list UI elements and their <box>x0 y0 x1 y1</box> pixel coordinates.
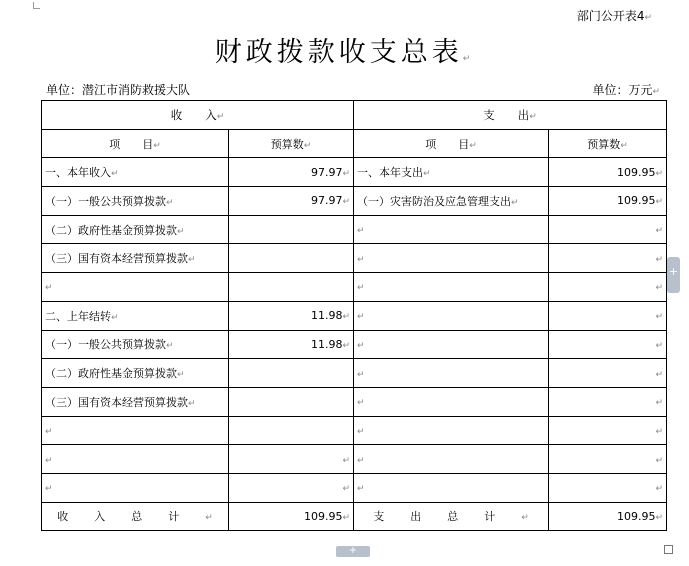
income-section-header: 收 入↵ <box>42 101 354 130</box>
column-header-row <box>42 129 667 158</box>
income-item-cell: （二）政府性基金预算拨款↵ <box>42 215 229 244</box>
expense-item-cell: ↵ <box>354 416 549 445</box>
expense-budget-cell: ↵ <box>549 387 667 416</box>
income-budget-cell: ↵ <box>229 445 354 474</box>
unit-currency-label: 单位：万元↵ <box>592 83 660 97</box>
income-item-cell: 一、本年收入↵ <box>42 158 229 187</box>
expense-budget-cell: ↵ <box>549 301 667 330</box>
expense-item-cell: ↵ <box>354 273 549 302</box>
table-add-row-handle[interactable]: + <box>336 546 370 557</box>
total-row <box>42 502 667 531</box>
expense-budget-cell: ↵ <box>549 445 667 474</box>
expense-item-cell: ↵ <box>354 445 549 474</box>
table-row <box>42 244 667 273</box>
page-corner-mark <box>33 2 40 9</box>
expense-item-cell: （一）灾害防治及应急管理支出↵ <box>354 187 549 216</box>
expense-item-cell: ↵ <box>354 244 549 273</box>
table-row <box>42 416 667 445</box>
expense-item-cell: ↵ <box>354 215 549 244</box>
income-item-cell: （一）一般公共预算拨款↵ <box>42 187 229 216</box>
page-title: 财政拨款收支总表↵ <box>214 37 475 68</box>
income-item-cell: （三）国有资本经营预算拨款↵ <box>42 244 229 273</box>
table-row <box>42 445 667 474</box>
income-item-cell: （一）一般公共预算拨款↵ <box>42 330 229 359</box>
expense-budget-cell: ↵ <box>549 215 667 244</box>
table-row <box>42 387 667 416</box>
total-income-label: 收入总计↵ <box>42 502 229 531</box>
income-budget-cell: 97.97↵ <box>229 158 354 187</box>
expense-item-header: 项 目↵ <box>354 129 549 158</box>
table-row <box>42 273 667 302</box>
income-budget-cell <box>229 387 354 416</box>
expense-item-cell: ↵ <box>354 359 549 388</box>
form-number-label: 部门公开表4↵ <box>576 9 652 23</box>
expense-budget-cell: ↵ <box>549 330 667 359</box>
table-row <box>42 330 667 359</box>
expense-budget-cell: ↵ <box>549 359 667 388</box>
table-row <box>42 473 667 502</box>
total-expense-label: 支出总计↵ <box>354 502 549 531</box>
section-header-row <box>42 101 667 130</box>
table-row <box>42 158 667 187</box>
income-item-cell: （三）国有资本经营预算拨款↵ <box>42 387 229 416</box>
expense-budget-cell: 109.95↵ <box>549 187 667 216</box>
expense-budget-cell: ↵ <box>549 273 667 302</box>
income-budget-cell: 97.97↵ <box>229 187 354 216</box>
income-budget-header: 预算数↵ <box>229 129 354 158</box>
income-budget-cell <box>229 416 354 445</box>
expense-budget-header: 预算数↵ <box>549 129 667 158</box>
expense-item-cell: 一、本年支出↵ <box>354 158 549 187</box>
income-budget-cell <box>229 215 354 244</box>
expense-budget-cell: ↵ <box>549 244 667 273</box>
income-item-cell: ↵ <box>42 416 229 445</box>
table-row <box>42 187 667 216</box>
total-expense-value: 109.95↵ <box>549 502 667 531</box>
table-resize-handle[interactable] <box>664 545 673 554</box>
expense-item-cell: ↵ <box>354 330 549 359</box>
expense-budget-cell: ↵ <box>549 416 667 445</box>
income-item-cell: ↵ <box>42 273 229 302</box>
income-item-cell: ↵ <box>42 473 229 502</box>
income-item-cell: 二、上年结转↵ <box>42 301 229 330</box>
income-item-cell: ↵ <box>42 445 229 474</box>
total-income-value: 109.95↵ <box>229 502 354 531</box>
unit-organization-label: 单位：潜江市消防救援大队 <box>46 83 191 97</box>
income-budget-cell: 11.98↵ <box>229 330 354 359</box>
expense-item-cell: ↵ <box>354 387 549 416</box>
expense-budget-cell: ↵ <box>549 473 667 502</box>
budget-summary-table <box>41 100 667 531</box>
table-row <box>42 215 667 244</box>
table-add-column-handle[interactable]: + <box>667 257 680 293</box>
income-budget-cell <box>229 244 354 273</box>
income-item-cell: （二）政府性基金预算拨款↵ <box>42 359 229 388</box>
income-budget-cell <box>229 273 354 302</box>
expense-section-header: 支 出↵ <box>354 101 667 130</box>
table-row <box>42 301 667 330</box>
expense-item-cell: ↵ <box>354 473 549 502</box>
income-budget-cell <box>229 359 354 388</box>
table-row <box>42 359 667 388</box>
income-budget-cell: ↵ <box>229 473 354 502</box>
expense-budget-cell: 109.95↵ <box>549 158 667 187</box>
income-budget-cell: 11.98↵ <box>229 301 354 330</box>
income-item-header: 项 目↵ <box>42 129 229 158</box>
expense-item-cell: ↵ <box>354 301 549 330</box>
